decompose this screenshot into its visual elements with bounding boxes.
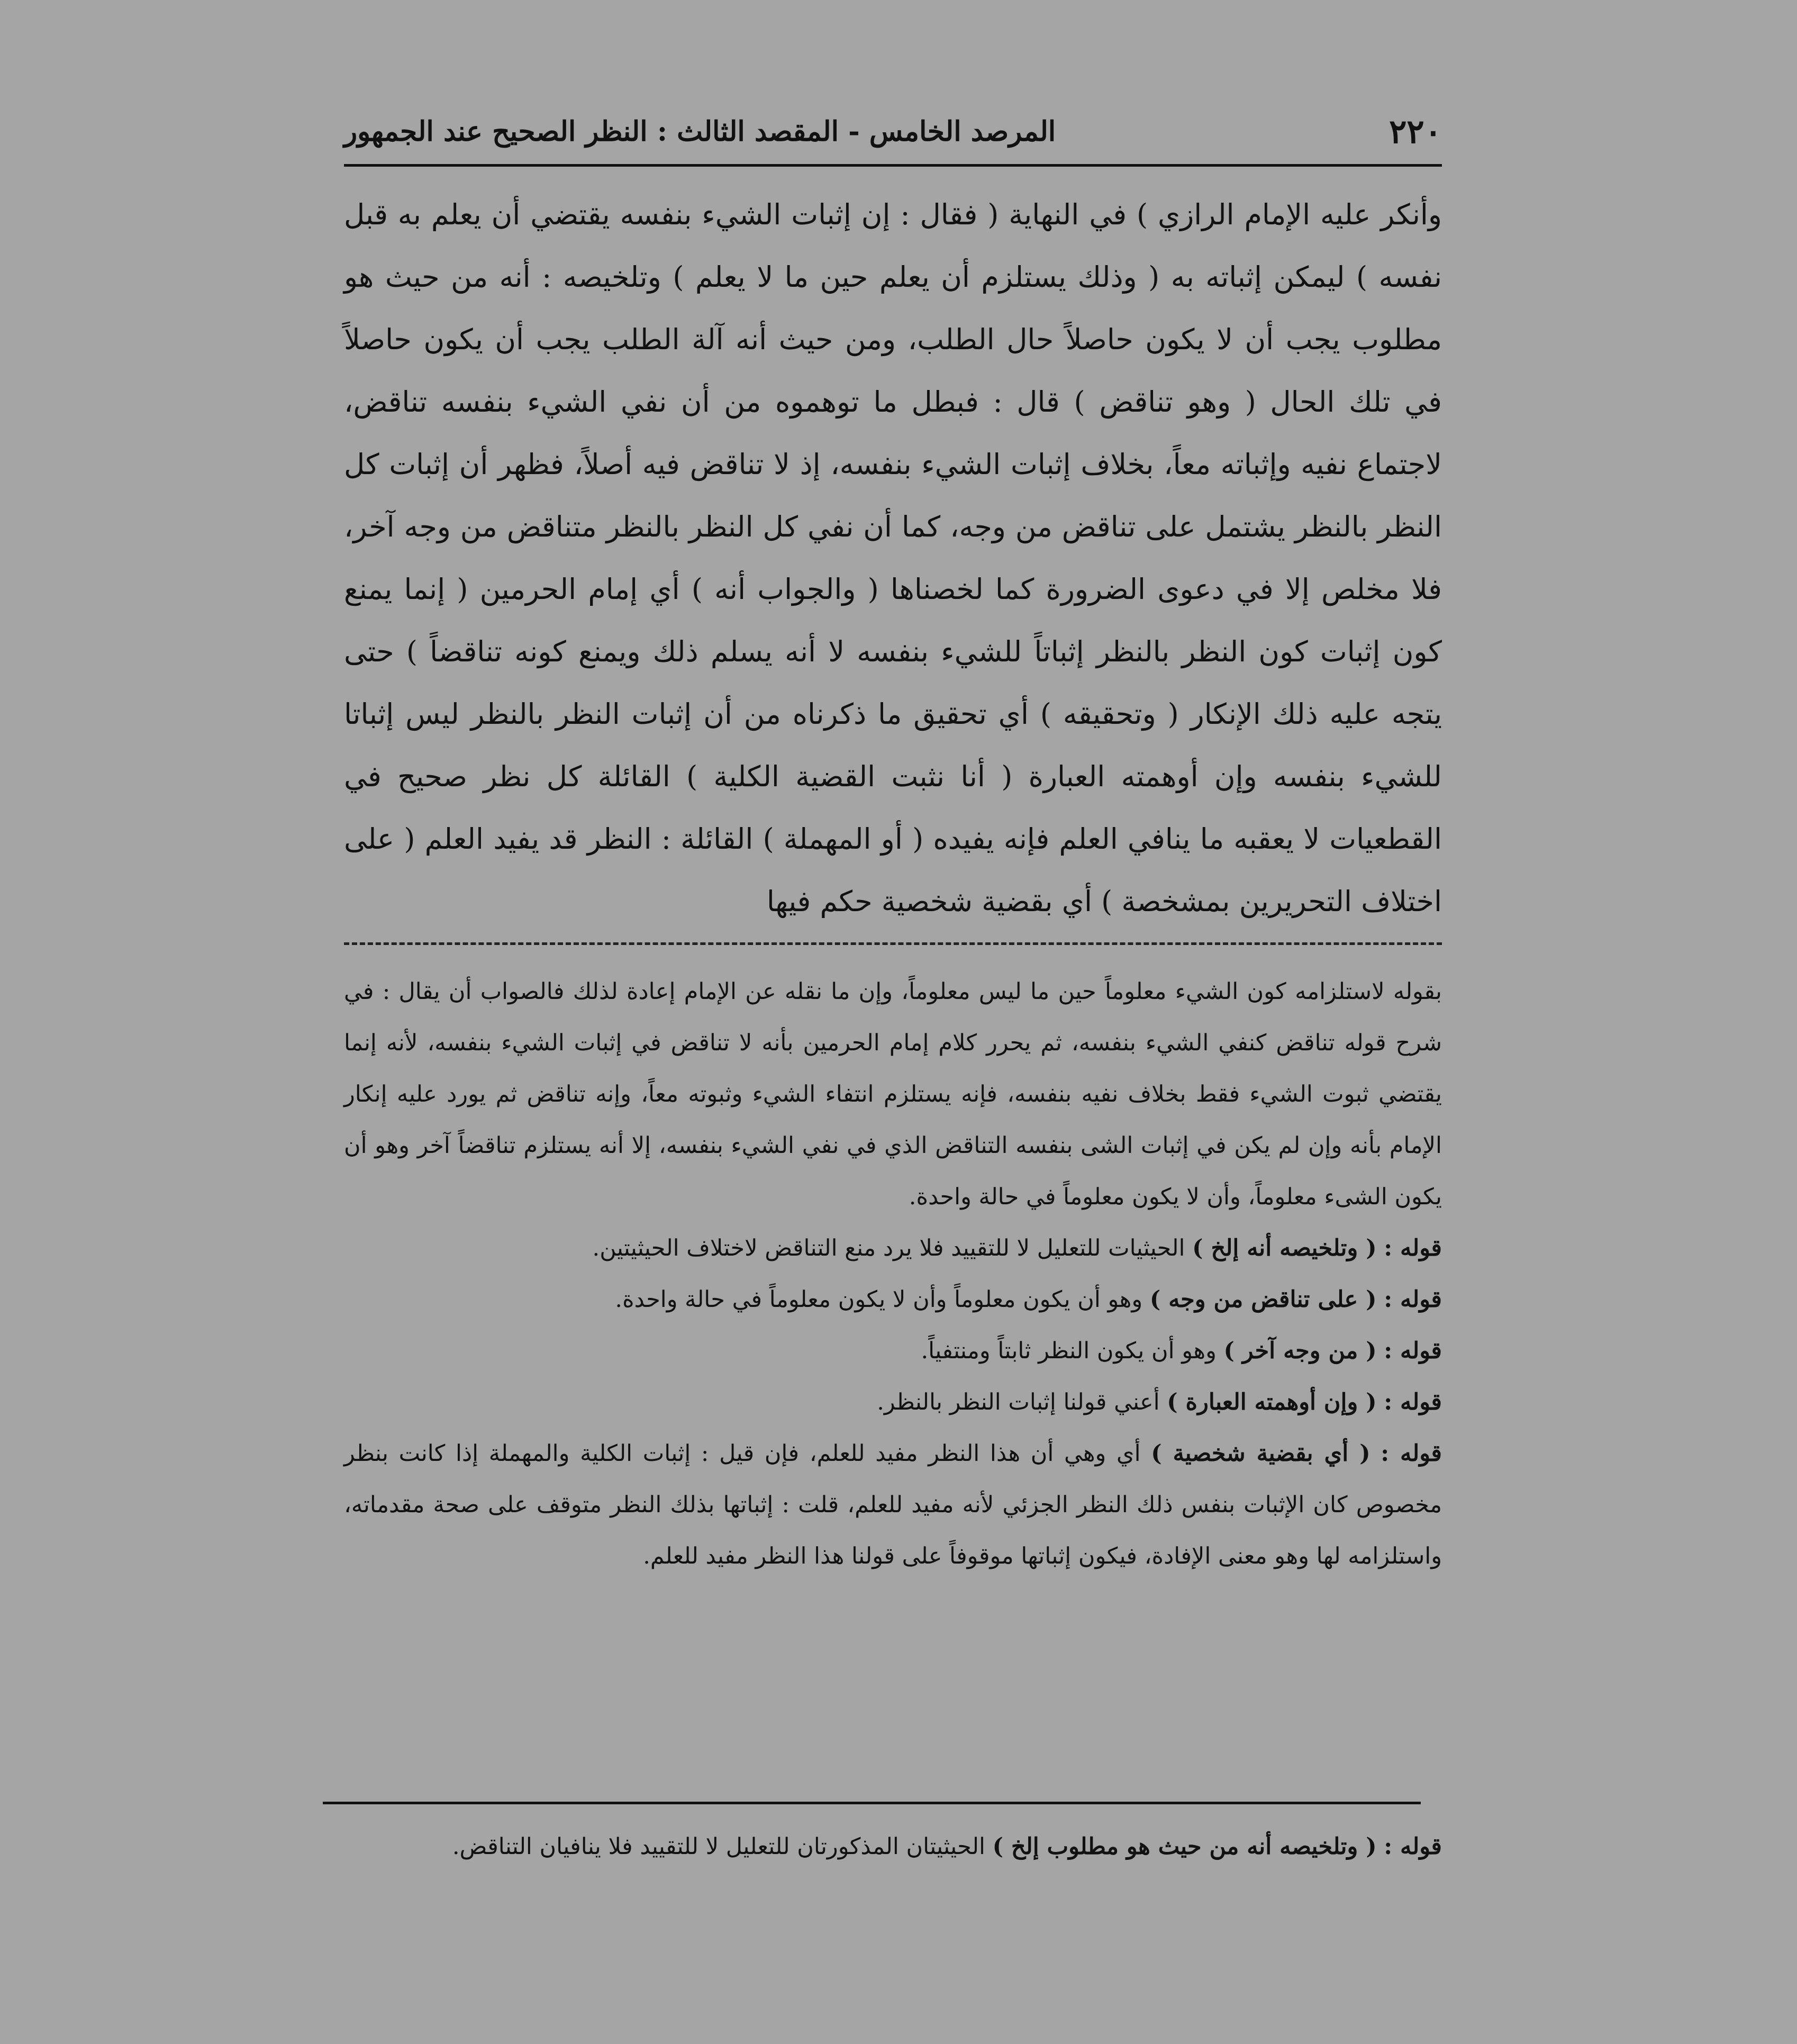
entry-lemma: ( أي بقضية شخصية ): [1151, 1440, 1371, 1467]
entry-text: الحيثيات للتعليل لا للتقييد فلا يرد منع التناقض لاختلاف الحيثيتين.: [592, 1235, 1185, 1261]
footnote-label: قوله :: [1384, 1833, 1442, 1860]
entry-lemma: ( وإن أوهمته العبارة ): [1167, 1389, 1377, 1415]
entry-text: وهو أن يكون النظر ثابتاً ومنتفياً.: [921, 1338, 1217, 1364]
entry-text: أي وهي أن هذا النظر مفيد للعلم، فإن قيل : إثبات الكلية والمهملة إذا كانت بنظر مخصوص كان الإثبات بنفس ذلك النظر الجزئي لأنه مفيد للعلم، قلت : إثباتها بذلك النظر متوقف على صحة مقدماته، واستلزامه لها وهو معنى الإفادة، فيكون إثباتها موقوفاً على قولنا هذا النظر مفيد للعلم.: [344, 1440, 1442, 1569]
entry-text: وهو أن يكون معلوماً وأن لا يكون معلوماً في حالة واحدة.: [615, 1286, 1143, 1313]
commentary-section: [344, 966, 1442, 1582]
entry-lemma: ( وتلخيصه أنه إلخ ): [1192, 1235, 1377, 1261]
footnote-section: [344, 1820, 1442, 1873]
entry-lemma: ( من وجه آخر ): [1223, 1338, 1377, 1364]
entry-lemma: ( على تناقض من وجه ): [1149, 1286, 1377, 1313]
entry-text: أعني قولنا إثبات النظر بالنظر.: [877, 1389, 1160, 1415]
footnote-entry: [344, 1820, 1442, 1873]
page-header: [344, 106, 1442, 167]
main-paragraph: وأنكر عليه الإمام الرازي ) في النهاية ( فقال : إن إثبات الشيء بنفسه يقتضي أن يعلم به قبل نفسه ) ليمكن إثباته به ( وذلك يستلزم أن يعلم حين ما لا يعلم ) وتلخيصه : أنه من حيث هو مطلوب يجب أن لا يكون حاصلاً حال الطلب، ومن حيث أنه آلة الطلب يجب أن يكون حاصلاً في تلك الحال ( وهو تناقض ) قال : فبطل ما توهموه من أن نفي الشيء بنفسه تناقض، لاجتماع نفيه وإثباته معاً، بخلاف إثبات الشيء بنفسه، إذ لا تناقض فيه أصلاً، فظهر أن إثبات كل النظر بالنظر يشتمل على تناقض من وجه، كما أن نفي كل النظر بالنظر متناقض من وجه آخر، فلا مخلص إلا في دعوى الضرورة كما لخصناها ( والجواب أنه ) أي إمام الحرمين ( إنما يمنع كون إثبات كون النظر بالنظر إثباتاً للشيء بنفسه لا أنه يسلم ذلك ويمنع كونه تناقضاً ) حتى يتجه عليه ذلك الإنكار ( وتحقيقه ) أي تحقيق ما ذكرناه من أن إثبات النظر بالنظر ليس إثباتا للشيء بنفسه وإن أوهمته العبارة ( أنا نثبت القضية الكلية ) القائلة كل نظر صحيح في القطعيات لا يعقبه ما ينافي العلم فإنه يفيده ( أو المهملة ) القائلة : النظر قد يفيد العلم ( على اختلاف التحريرين بمشخصة ) أي بقضية شخصية حكم فيها: [344, 198, 1442, 918]
book-page: [344, 106, 1442, 1860]
entry-label: قوله :: [1384, 1389, 1442, 1415]
commentary-entry: [344, 1377, 1442, 1428]
commentary-entry: [344, 1274, 1442, 1325]
commentary-paragraph: بقوله لاستلزامه كون الشيء معلوماً حين ما ليس معلوماً، وإن ما نقله عن الإمام إعادة لذلك فالصواب أن يقال : في شرح قوله تناقض كنفي الشيء بنفسه، ثم يحرر كلام إمام الحرمين بأنه لا تناقض في إثبات الشيء بنفسه، لأنه إنما يقتضي ثبوت الشيء فقط بخلاف نفيه بنفسه، فإنه يستلزم انتفاء الشيء وثبوته معاً، وإنه تناقض ثم يورد عليه إنكار الإمام بأنه وإن لم يكن في إثبات الشى بنفسه التناقض الذي في نفي الشيء بنفسه، إلا أنه يستلزم تناقضاً آخر وهو أن يكون الشىء معلوماً، وأن لا يكون معلوماً في حالة واحدة.: [344, 978, 1442, 1210]
footnote-divider: [323, 1802, 1421, 1804]
entry-label: قوله :: [1384, 1286, 1442, 1313]
commentary-entry: [344, 1223, 1442, 1274]
commentary-entry: [344, 1325, 1442, 1377]
footnote-lemma: ( وتلخيصه أنه من حيث هو مطلوب إلخ ): [992, 1833, 1377, 1860]
page-number: ٢٢٠: [1389, 112, 1442, 151]
main-text: [344, 184, 1442, 933]
entry-label: قوله :: [1384, 1338, 1442, 1364]
footnote-text: الحيثيتان المذكورتان للتعليل لا للتقييد فلا ينافيان التناقض.: [452, 1833, 985, 1860]
commentary-entry: [344, 1428, 1442, 1582]
entry-label: قوله :: [1384, 1235, 1442, 1261]
running-title: المرصد الخامس - المقصد الثالث : النظر الصحيح عند الجمهور: [344, 115, 1056, 148]
dashed-divider: [344, 942, 1442, 945]
entry-label: قوله :: [1381, 1440, 1442, 1467]
